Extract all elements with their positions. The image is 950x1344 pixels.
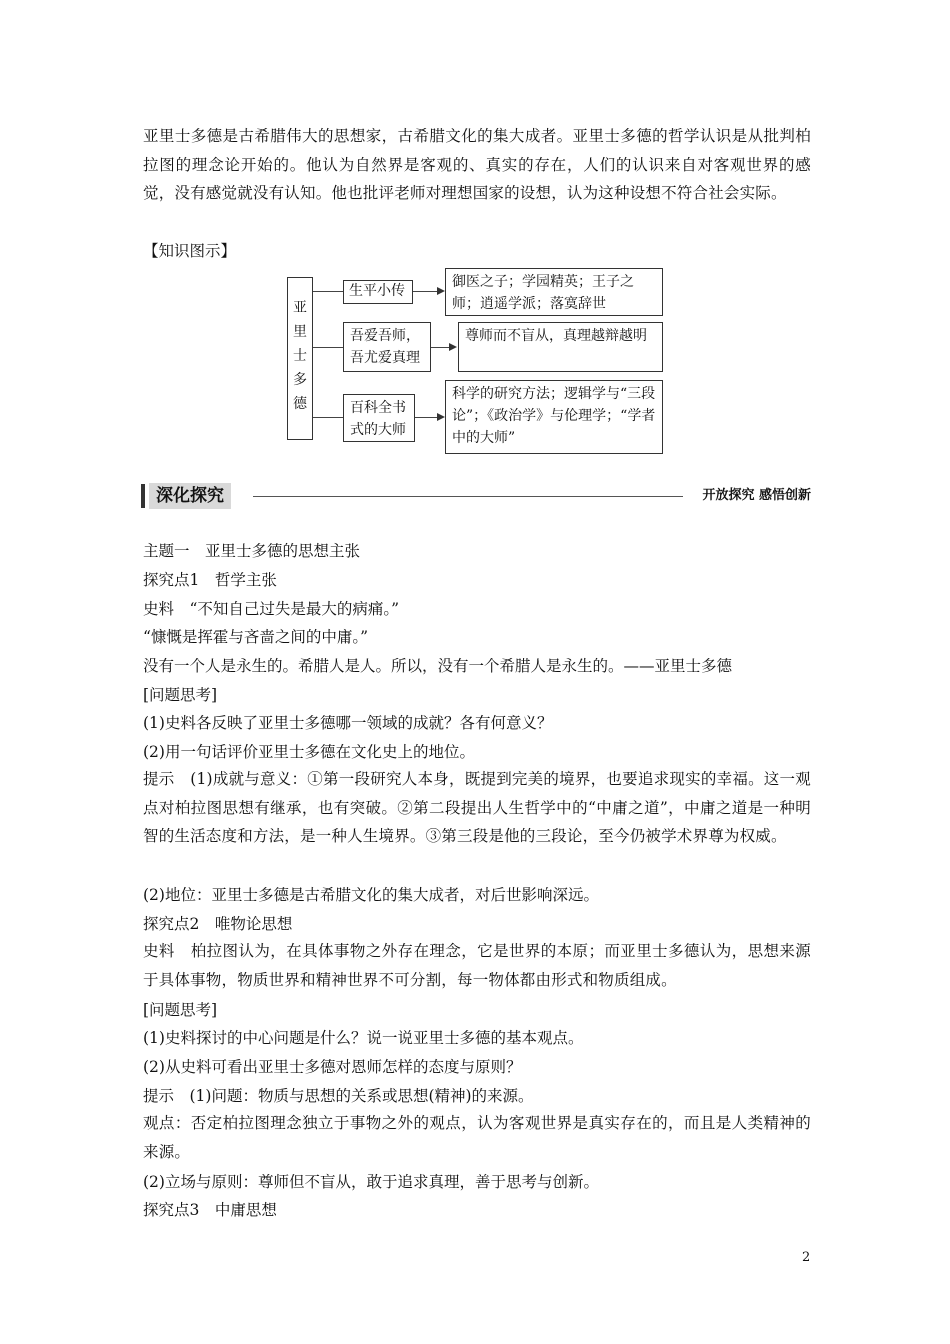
question-1-2: (2)用一句话评价亚里士多德在文化史上的地位。: [143, 743, 475, 761]
branch-3-label: 百科全书式的大师: [343, 394, 415, 442]
section-rule: [253, 496, 683, 497]
diagram-heading: 【知识图示】: [143, 242, 237, 260]
source-1-line-3: 没有一个人是永生的。希腊人是人。所以，没有一个希腊人是永生的。——亚里士多德: [143, 657, 733, 675]
source-1-line-2: “慷慨是挥霍与吝啬之间的中庸。”: [143, 628, 369, 646]
point-3-title: 探究点3 中庸思想: [143, 1201, 277, 1219]
question-heading-1: [问题思考]: [143, 686, 218, 704]
branch-1-label: 生平小传: [343, 280, 413, 304]
theme-title: 主题一 亚里士多德的思想主张: [143, 542, 361, 560]
question-heading-2: [问题思考]: [143, 1001, 218, 1019]
intro-paragraph: 亚里士多德是古希腊伟大的思想家，古希腊文化的集大成者。亚里士多德的哲学认识是从批判柏拉图的理念论开始的。他认为自然界是客观的、真实的存在，人们的认识来自对客观世界的感觉，没有感觉就没有认知。他也批评老师对理想国家的设想，认为这种设想不符合社会实际。: [143, 127, 811, 202]
section-bar: [141, 484, 145, 508]
hint-1-paragraph: 提示 (1)成就与意义：①第一段研究人本身，既提到完美的境界，也要追求现实的幸福。这一观点对柏拉图思想有继承，也有突破。②第二段提出人生哲学中的“中庸之道”，中庸之道是一种明智的生活态度和方法，是一种人生境界。③第三段是他的三段论，至今仍被学术界尊为权威。: [143, 770, 811, 845]
view-2-paragraph: 观点：否定柏拉图理念独立于事物之外的观点，认为客观世界是真实存在的，而且是人类精神的来源。: [143, 1114, 811, 1161]
diagram-root: 亚里士多德: [287, 277, 313, 440]
page-number: 2: [802, 1250, 811, 1265]
question-2-2: (2)从史料可看出亚里士多德对恩师怎样的态度与原则？: [143, 1058, 522, 1076]
section-subtitle: 开放探究 感悟创新: [702, 488, 811, 503]
question-1-1: (1)史料各反映了亚里士多德哪一领域的成就？各有何意义？: [143, 714, 553, 732]
question-2-1: (1)史料探讨的中心问题是什么？说一说亚里士多德的基本观点。: [143, 1029, 584, 1047]
hint-2-line: 提示 (1)问题：物质与思想的关系或思想(精神)的来源。: [143, 1087, 534, 1105]
branch-1-detail: 御医之子；学园精英；王子之师；逍遥学派；落寞辞世: [445, 268, 663, 316]
section-header: [141, 482, 811, 510]
source-2-paragraph: 史料 柏拉图认为，在具体事物之外存在理念，它是世界的本原；而亚里士多德认为，思想来源于具体事物，物质世界和精神世界不可分割，每一物体都由形式和物质组成。: [143, 942, 811, 989]
section-title: 深化探究: [149, 483, 231, 509]
hint-1-status: (2)地位：亚里士多德是古希腊文化的集大成者，对后世影响深远。: [143, 886, 599, 904]
point-1-title: 探究点1 哲学主张: [143, 571, 277, 589]
branch-3-detail: 科学的研究方法；逻辑学与“三段论”；《政治学》与伦理学；“学者中的大师”: [445, 380, 663, 454]
branch-2-detail: 尊师而不盲从，真理越辩越明: [458, 322, 663, 372]
point-2-title: 探究点2 唯物论思想: [143, 915, 293, 933]
source-1-line-1: 史料 “不知自己过失是最大的病痛。”: [143, 600, 400, 618]
hint-2-stance: (2)立场与原则：尊师但不盲从，敢于追求真理，善于思考与创新。: [143, 1173, 599, 1191]
branch-2-label: 吾爱吾师，吾尤爱真理: [343, 322, 431, 372]
